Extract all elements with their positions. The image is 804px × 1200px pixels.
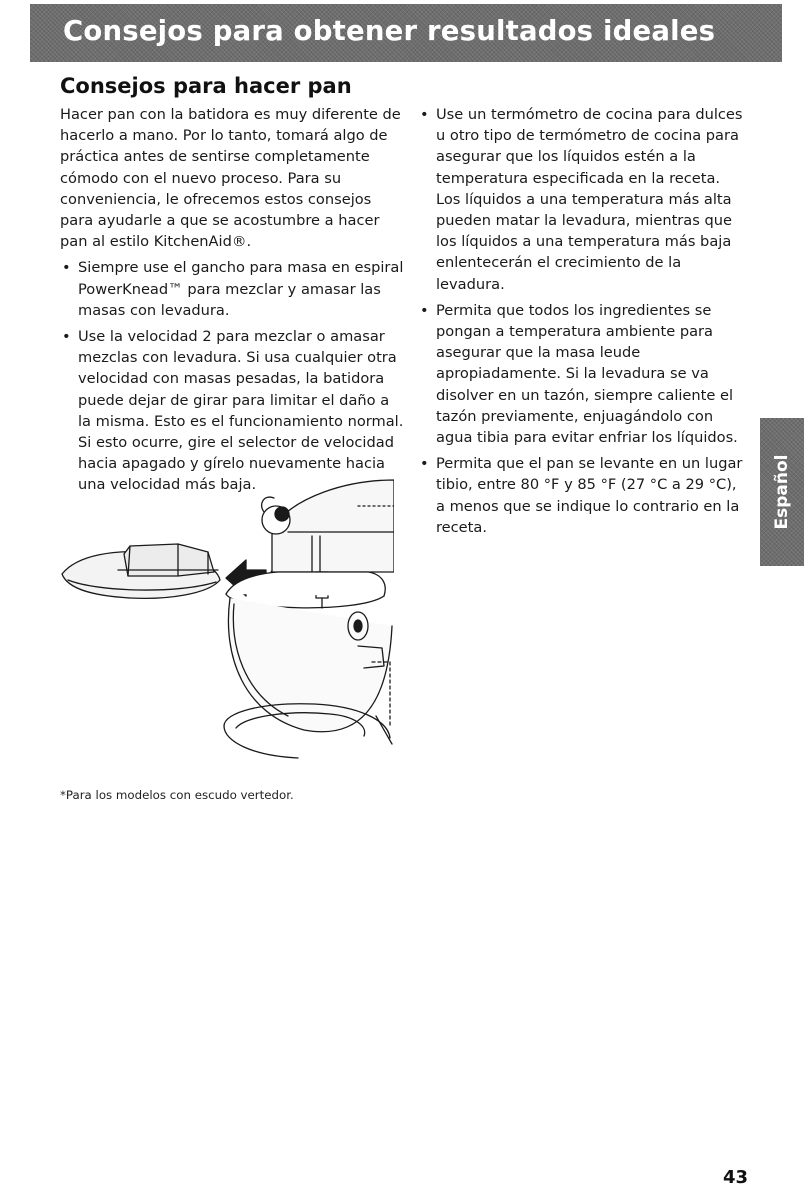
left-bullet-list [60,257,405,495]
right-bullet-list [418,104,748,538]
footnote: *Para los modelos con escudo vertedor. [60,788,294,802]
language-tab-label: Español [772,454,792,530]
bullet-item: • Permita que todos los ingredientes se pongan a temperatura ambiente para asegurar que la masa leude apropiadamente. Si la levadura se va disolver en un tazón, siempre caliente el tazón previamente, enjuagándolo con agua tibia para evitar enfriar los líquidos. [418,300,748,448]
bullet-item: • Permita que el pan se levante en un lugar tibio, entre 80 °F y 85 °F (27 °C a 29 °C), a menos que se indique lo contrario en la receta. [418,453,748,538]
pouring-shield-part [62,544,220,598]
bullet-item: • Use la velocidad 2 para mezclar o amasar mezclas con levadura. Si usa cualquier otra velocidad con masas pesadas, la batidora puede dejar de girar para limitar el daño a la misma. Esto es el funcionamiento normal. Si esto ocurre, gire el selector de velocidad hacia apagado y gírelo nuevamente hacia una velocidad más baja. [60,326,405,496]
left-column [60,104,405,501]
right-column [418,104,748,543]
intro-paragraph: Hacer pan con la batidora es muy diferente de hacerlo a mano. Por lo tanto, tomará algo de práctica antes de sentirse completamente cómodo con el nuevo proceso. Para su conveniencia, le ofrecemos estos consejos para ayudarle a que se acostumbre a hacer pan al estilo KitchenAid®. [60,106,401,251]
mixer-pouring-shield-illustration [58,476,394,764]
section-title: Consejos para hacer pan [60,74,352,98]
page-header-title: Consejos para obtener resultados ideales [63,15,716,47]
language-side-tab [760,418,804,566]
bullet-item: • Use un termómetro de cocina para dulces u otro tipo de termómetro de cocina para asegurar que los líquidos estén a la temperatura especificada en la receta. Los líquidos a una temperatura más alta pueden matar la levadura, mientras que los líquidos a una temperatura más baja enlentecerán el crecimiento de la levadura. [418,104,748,295]
page-number: 43 [722,1167,748,1188]
bullet-item: • Siempre use el gancho para masa en espiral PowerKnead™ para mezclar y amasar las masas con levadura. [60,257,405,321]
mixer-bowl [226,572,392,732]
header-banner [30,4,782,62]
